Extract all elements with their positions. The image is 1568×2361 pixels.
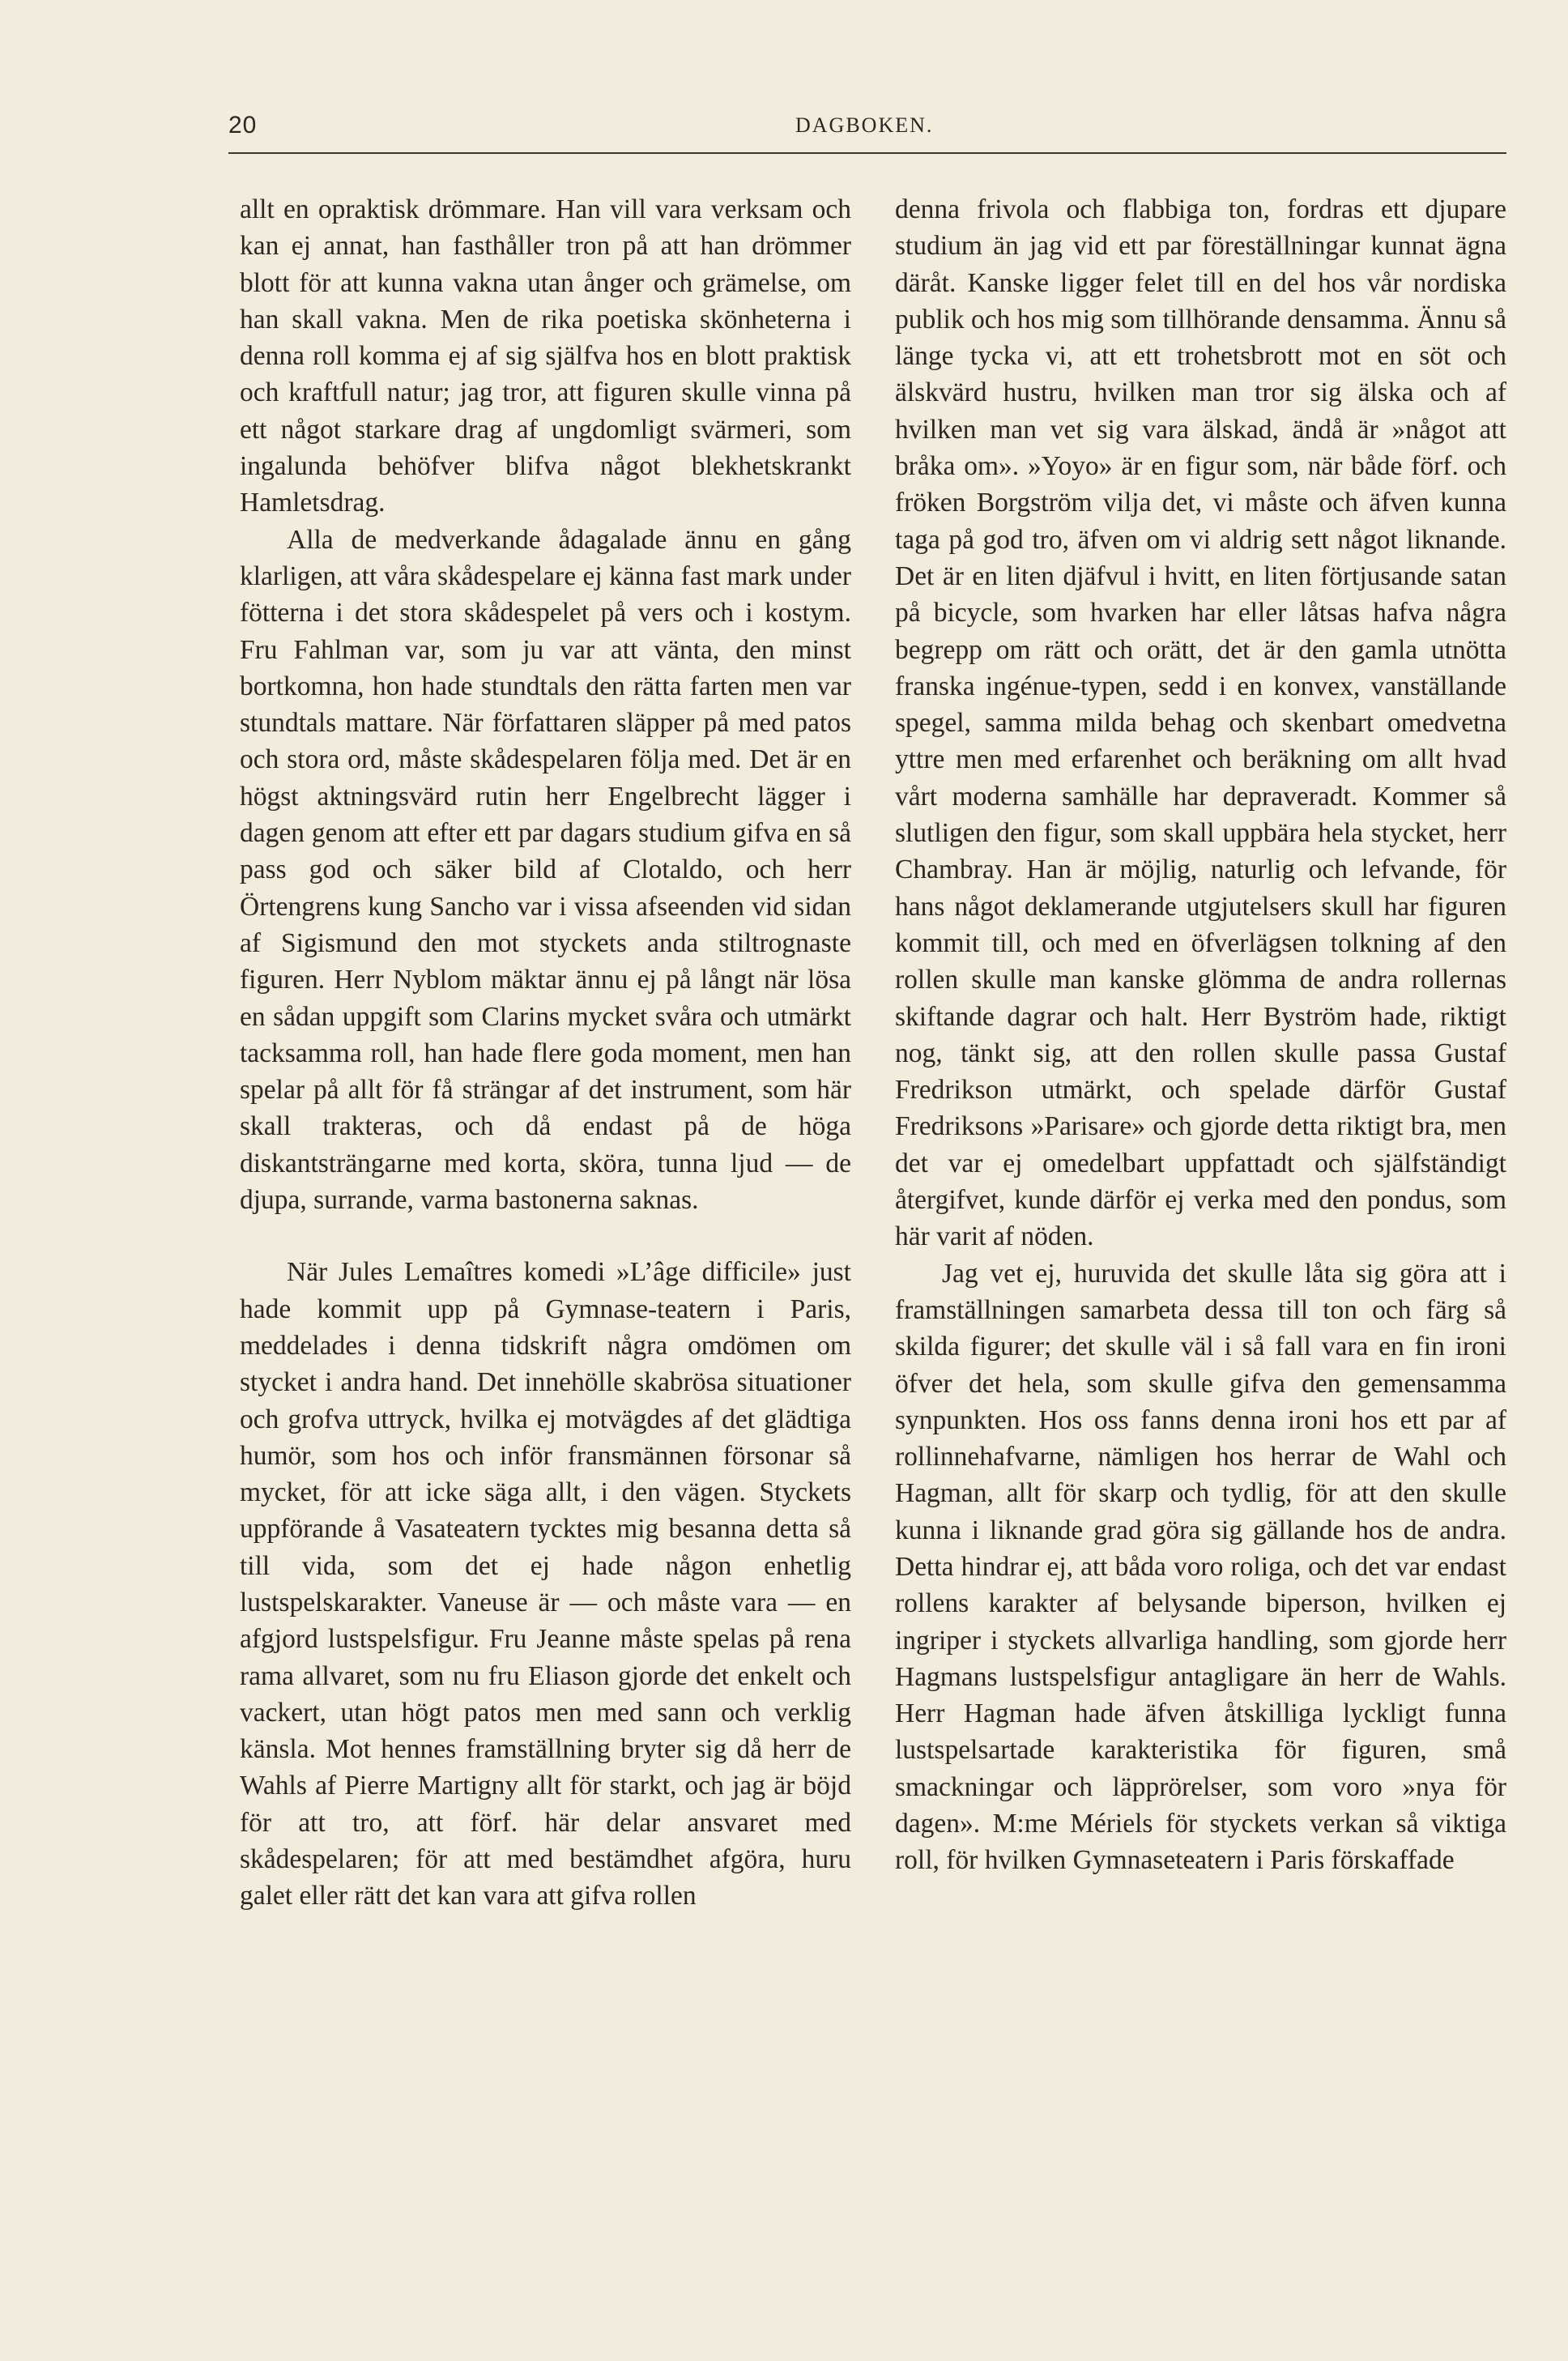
running-title: DAGBOKEN. [795, 113, 934, 137]
page-header [228, 112, 1506, 149]
paragraph: allt en opraktisk drömmare. Han vill vara verksam och kan ej annat, han fasthåller tron på att han drömmer blott för att kunna vakna utan ånger och grämelse, om han skall vakna. Men de rika poetiska skönheterna i denna roll komma ej af sig själfva hos en blott praktisk och kraftfull natur; jag tror, att figuren skulle vinna på ett något starkare drag af ungdomligt svärmeri, som ingalunda behöfver blifva något blekhetskrankt Hamletsdrag. [240, 194, 851, 518]
paragraph: denna frivola och flabbiga ton, fordras ett djupare studium än jag vid ett par föreställningar kunnat ägna däråt. Kanske ligger felet till en del hos vår nordiska publik och hos mig som tillhörande densamma. Ännu så länge tycka vi, att ett trohetsbrott mot en söt och älskvärd hustru, hvilken man tror sig älska och af hvilken man vet sig vara älskad, ändå är »något att bråka om». »Yoyo» är en figur som, när både förf. och fröken Borgström vilja det, vi måste och äfven kunna taga på god tro, äfven om vi aldrig sett något liknande. Det är en liten djäfvul i hvitt, en liten förtjusande satan på bicycle, som hvarken har eller låtsas hafva några begrepp om rätt och orätt, det är den gamla utnötta franska ingénue-typen, sedd i en konvex, vanställande spegel, samma milda behag och skenbart omedvetna yttre men med erfarenhet och beräkning om allt hvad vårt moderna samhälle har depraveradt. Kommer så slutligen den figur, som skall uppbära hela stycket, herr Chambray. Han är möjlig, naturlig och lefvande, för hans något deklamerande utgjutelsers skull har figuren kommit till, och med en öfverlägsen tolkning af den rollen skulle man kanske glömma de andra rollernas skiftande dagrar och halt. Herr Byström hade, riktigt nog, tänkt sig, att den rollen skulle passa Gustaf Fredrikson utmärkt, och spelade därför Gustaf Fredriksons »Parisare» och gjorde detta riktigt bra, men det var ej omedelbart uppfattadt och själfständigt återgifvet, kunde därför ej verka med den pondus, som här varit af nöden. [895, 194, 1506, 1252]
left-column [240, 191, 851, 1915]
paragraph: Jag vet ej, huruvida det skulle låta sig göra att i framställningen samarbeta dessa till ton och färg så skilda figurer; det skulle väl i så fall vara en fin ironi öfver det hela, som skulle gifva den gemensamma synpunkten. Hos oss fanns denna ironi hos ett par af rollinnehafvarne, nämligen hos herrar de Wahl och Hagman, allt för skarp och tydlig, för att den skulle kunna i liknande grad göra sig gällande hos de andra. Detta hindrar ej, att båda voro roliga, och det var endast rollens karakter af belysande biperson, hvilken ej ingriper i styckets allvarliga handling, som gjorde herr Hagmans lustspelsfigur antagligare än herr de Wahls. Herr Hagman hade äfven åtskilliga lyckligt funna lustspelsartade karakteristika för figuren, små smackningar och läpprörelser, som voro »nya för dagen». M:me Mériels för styckets verkan så viktiga roll, för hvilken Gymnaseteatern i Paris förskaffade [895, 1258, 1506, 1876]
header-rule [228, 152, 1506, 154]
paragraph: Alla de medverkande ådagalade ännu en gång klarligen, att våra skådespelare ej känna fast mark under fötterna i det stora skådespelet på vers och i kostym. Fru Fahlman var, som ju var att vänta, den minst bortkomna, hon hade stundtals den rätta farten men var stundtals mattare. När författaren släpper på med patos och stora ord, måste skådespelaren följa med. Det är en högst aktningsvärd rutin herr Engelbrecht lägger i dagen genom att efter ett par dagars studium gifva en så pass god och säker bild af Clotaldo, och herr Örtengrens kung Sancho var i vissa afseenden vid sidan af Sigismund den mot styckets anda stiltrognaste figuren. Herr Nyblom mäktar ännu ej på långt när lösa en sådan uppgift som Clarins mycket svåra och utmärkt tacksamma roll, han hade flere goda moment, men han spelar på allt för få strängar af det instrument, som här skall trakteras, och då endast på de höga diskantsträngarne med korta, sköra, tunna ljud — de djupa, surrande, varma bastonerna saknas. [240, 524, 851, 1216]
page-number: 20 [228, 112, 258, 139]
paragraph: När Jules Lemaîtres komedi »L’âge difficile» just hade kommit upp på Gymnase-teatern i Paris, meddelades i denna tidskrift några omdömen om stycket i andra hand. Det innehölle skabrösa situationer och grofva uttryck, hvilka ej motvägdes af det glädtiga humör, som hos och inför fransmännen försonar så mycket, för att icke säga allt, i den vägen. Styckets uppförande å Vasateatern tycktes mig besanna detta så till vida, som det ej hade någon enhetlig lustspelskarakter. Vaneuse är — och måste vara — en afgjord lustspelsfigur. Fru Jeanne måste spelas på rena rama allvaret, som nu fru Eliason gjorde det enkelt och vackert, utan högt patos men med sann och verklig känsla. Mot hennes framställning bryter sig då herr de Wahls af Pierre Martigny allt för starkt, och jag är böjd för att tro, att förf. här delar ansvaret med skådespelaren; för att med bestämdhet afgöra, huru galet eller rätt det kan vara att gifva rollen [240, 1257, 851, 1911]
right-column [895, 191, 1506, 1879]
